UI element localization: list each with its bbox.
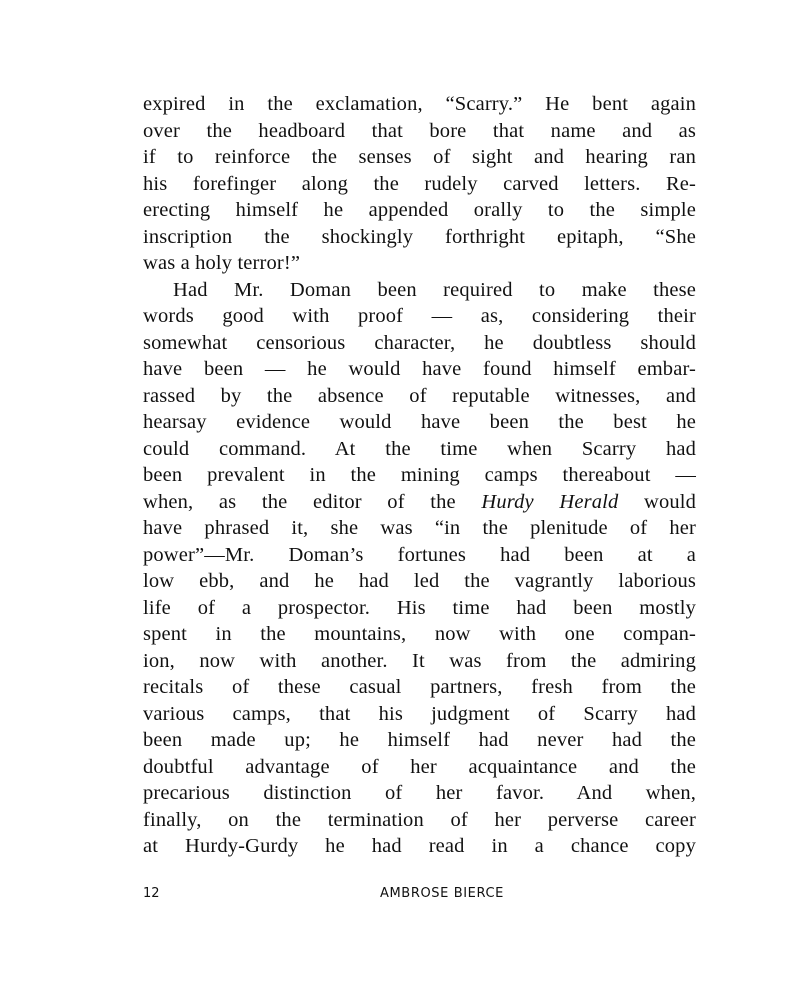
paragraph-start-line: Had Mr. Doman been required to make these [173,278,696,301]
text-line: doubtful advantage of her acquaintance and the [143,755,696,778]
text-line: life of a prospector. His time had been mostly [143,596,696,619]
text-segment: would [644,490,697,513]
text-line: finally, on the termination of her perverse career [143,808,696,831]
text-line: various camps, that his judgment of Scarry had [143,702,696,725]
text-line: recitals of these casual partners, fresh from the [143,676,696,698]
text-line: been made up; he himself had never had the [143,729,696,751]
text-line: inscription the shockingly forthright epitaph, “She [143,225,696,248]
text-line: precarious distinction of her favor. And when, [143,782,696,804]
text-line: low ebb, and he had led the vagrantly laborious [143,570,696,592]
text-line: been prevalent in the mining camps thereabout — [143,464,696,486]
text-line: spent in the mountains, now with one compan- [143,623,696,645]
text-line: could command. At the time when Scarry had [143,437,696,460]
running-head: AMBROSE BIERCE [380,886,504,901]
text-segment: when, as the editor of the [143,490,456,513]
text-line: ion, now with another. It was from the admiring [143,649,696,672]
text-line: erecting himself he appended orally to the simple [143,199,696,221]
text-line: over the headboard that bore that name and as [143,119,696,142]
page-number: 12 [143,886,160,901]
text-line: expired in the exclamation, “Scarry.” He bent again [143,93,696,115]
text-line: power”—Mr. Doman’s fortunes had been at a [143,543,696,566]
text-line: was a holy terror!” [143,252,301,274]
page-body [143,91,696,860]
italic-title: Hurdy Herald [481,490,619,513]
text-line: if to reinforce the senses of sight and hearing ran [143,146,696,168]
text-line: words good with proof — as, considering their [143,305,696,327]
text-line: have been — he would have found himself embar- [143,358,696,380]
text-line: his forefinger along the rudely carved letters. Re- [143,172,696,195]
text-line: rassed by the absence of reputable witnesses, and [143,384,696,407]
text-line: have phrased it, she was “in the plenitude of her [143,517,696,539]
text-line-with-italic [143,489,696,516]
text-line: hearsay evidence would have been the best he [143,411,696,433]
page-footer [143,884,696,906]
text-line: at Hurdy-Gurdy he had read in a chance copy [143,835,696,857]
text-line: somewhat censorious character, he doubtless should [143,331,696,354]
